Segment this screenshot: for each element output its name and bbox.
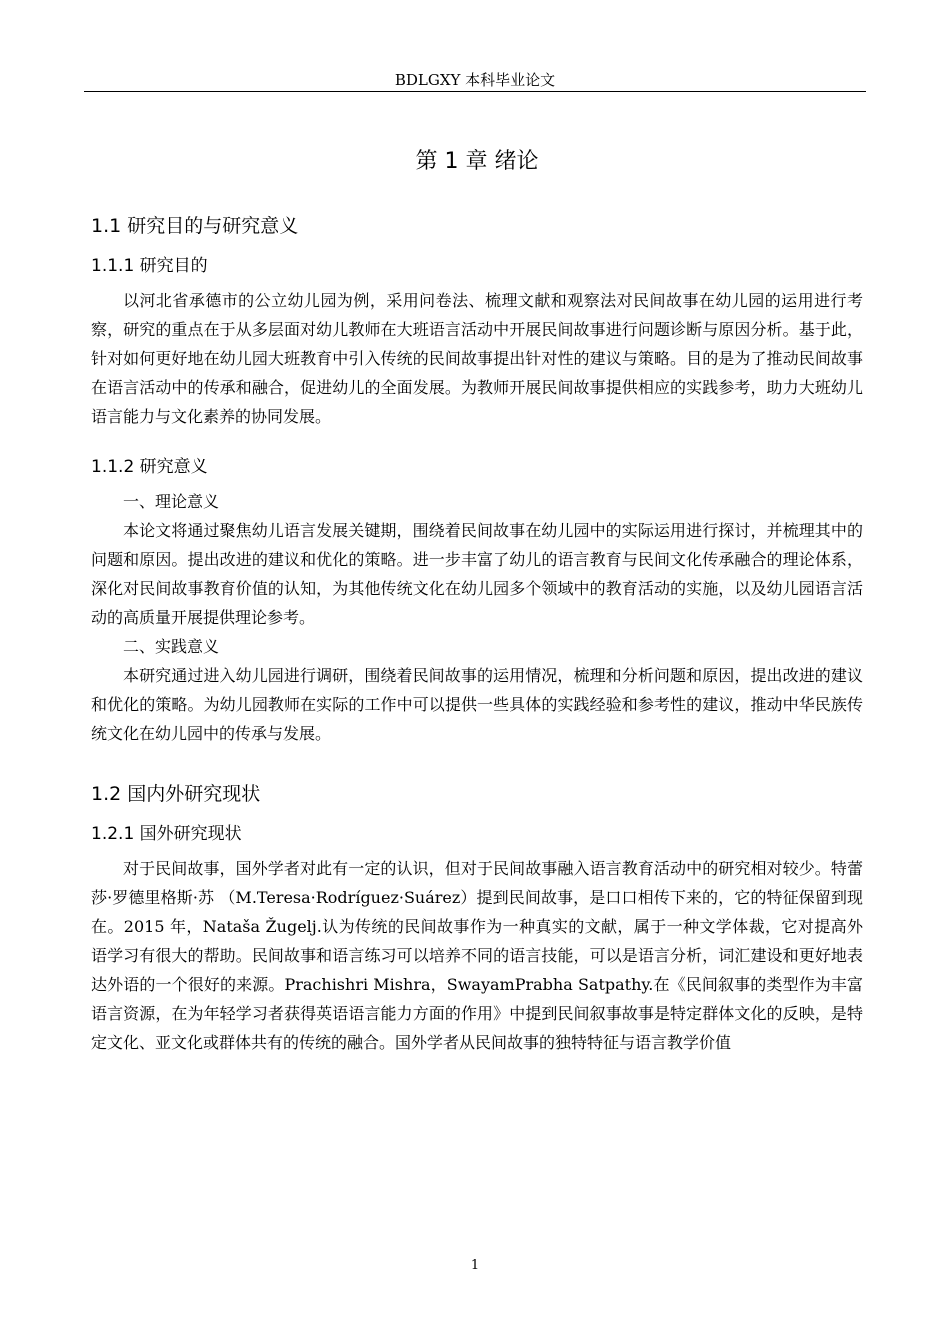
page-number: 1 bbox=[470, 1258, 480, 1273]
paragraph-foreign-research: 对于民间故事，国外学者对此有一定的认识，但对于民间故事融入语言教育活动中的研究相对较少。特蕾莎·罗德里格斯·苏 （M.Teresa·Rodríguez·Suárez）提到民间故事，是口口相传下来的，它的特征保留到现在。2015 年，Nataša Žugelj.认为传统的民间故事作为一种真实的文献，属于一种文学体裁，它对提高外语学习有很大的帮助。民间故事和语言练习可以培养不同的语言技能，可以是语言分析，词汇建设和更好地表达外语的一个很好的来源。Prachishri Mishra，SwayamPrabha Satpathy.在《民间叙事的类型作为丰富语言资源，在为年轻学习者获得英语语言能力方面的作用》中提到民间叙事故事是特定群体文化的反映，是特定文化、亚文化或群体共有的传统的融合。国外学者从民间故事的独特特征与语言教学价值 bbox=[91, 859, 863, 1052]
paragraph-practice-significance: 本研究通过进入幼儿园进行调研，围绕着民间故事的运用情况，梳理和分析问题和原因，提出改进的建议和优化的策略。为幼儿园教师在实际的工作中可以提供一些具体的实践经验和参考性的建议，推动中华民族传统文化在幼儿园中的传承与发展。 bbox=[91, 666, 863, 743]
label-theory-significance: 一、理论意义 bbox=[123, 492, 220, 511]
running-header: BDLGXY 本科毕业论文 bbox=[394, 71, 556, 89]
label-practice-significance: 二、实践意义 bbox=[123, 637, 220, 656]
subsection-heading-1-1-1: 1.1.1 研究目的 bbox=[91, 256, 208, 276]
chapter-title: 第 1 章 绪论 bbox=[415, 149, 539, 174]
section-heading-1-2: 1.2 国内外研究现状 bbox=[91, 783, 261, 805]
section-heading-1-1: 1.1 研究目的与研究意义 bbox=[91, 215, 299, 237]
paragraph-theory-significance: 本论文将通过聚焦幼儿语言发展关键期，围绕着民间故事在幼儿园中的实际运用进行探讨，并梳理其中的问题和原因。提出改进的建议和优化的策略。进一步丰富了幼儿的语言教育与民间文化传承融合的理论体系，深化对民间故事教育价值的认知，为其他传统文化在幼儿园多个领域中的教育活动的实施，以及幼儿园语言活动的高质量开展提供理论参考。 bbox=[91, 521, 863, 627]
paragraph-research-purpose: 以河北省承德市的公立幼儿园为例，采用问卷法、梳理文献和观察法对民间故事在幼儿园的运用进行考察，研究的重点在于从多层面对幼儿教师在大班语言活动中开展民间故事进行问题诊断与原因分析。基于此，针对如何更好地在幼儿园大班教育中引入传统的民间故事提出针对性的建议与策略。目的是为了推动民间故事在语言活动中的传承和融合，促进幼儿的全面发展。为教师开展民间故事提供相应的实践参考，助力大班幼儿语言能力与文化素养的协同发展。 bbox=[91, 291, 863, 426]
page-body bbox=[91, 140, 863, 1057]
subsection-heading-1-2-1: 1.2.1 国外研究现状 bbox=[91, 824, 242, 844]
header-rule bbox=[84, 91, 866, 92]
subsection-heading-1-1-2: 1.1.2 研究意义 bbox=[91, 457, 208, 477]
